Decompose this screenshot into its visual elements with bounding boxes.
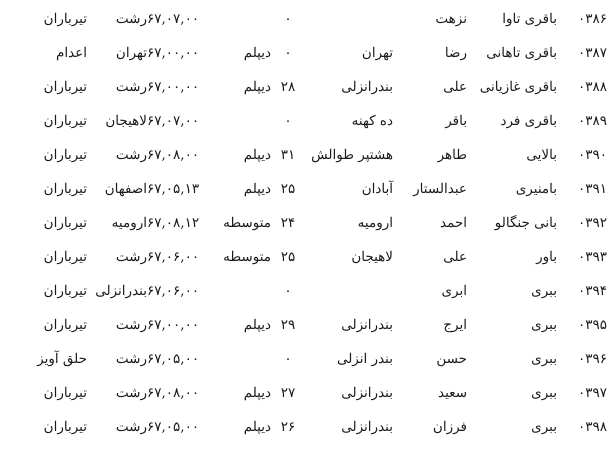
list-item bbox=[0, 279, 615, 303]
last-name: ببری bbox=[531, 283, 557, 299]
education bbox=[215, 109, 271, 133]
fate: تیرباران bbox=[43, 419, 87, 435]
date: ۶۷,۰۷,۰۰ bbox=[147, 113, 200, 129]
birthplace: لاهیجان bbox=[351, 249, 393, 265]
record-number: ۰۳۹۱ bbox=[577, 181, 607, 197]
city: رشت bbox=[115, 419, 147, 435]
city: رشت bbox=[115, 351, 147, 367]
list-item bbox=[0, 211, 615, 235]
city: ارومیه bbox=[111, 215, 147, 231]
record-number: ۰۳۹۸ bbox=[577, 419, 607, 435]
last-name: ببری bbox=[531, 317, 557, 333]
city: بندرانزلی bbox=[95, 283, 147, 299]
age: ۲۹ bbox=[280, 317, 296, 333]
birthplace bbox=[305, 279, 393, 303]
education: دیپلم bbox=[243, 147, 271, 163]
date: ۶۷,۰۵,۰۰ bbox=[147, 419, 200, 435]
city: تهران bbox=[115, 45, 147, 61]
first-name: احمد bbox=[440, 215, 467, 231]
first-name: سعید bbox=[438, 385, 467, 401]
list-item bbox=[0, 381, 615, 405]
fate: تیرباران bbox=[43, 249, 87, 265]
record-number: ۰۳۹۲ bbox=[577, 215, 607, 231]
birthplace: ده کهنه bbox=[351, 113, 393, 129]
list-item bbox=[0, 177, 615, 201]
age: ۲۴ bbox=[280, 215, 296, 231]
birthplace: بندرانزلی bbox=[341, 419, 393, 435]
record-number: ۰۳۸۹ bbox=[577, 113, 607, 129]
list-item bbox=[0, 245, 615, 269]
city: رشت bbox=[115, 249, 147, 265]
date: ۶۷,۰۰,۰۰ bbox=[147, 45, 200, 61]
list-item bbox=[0, 347, 615, 371]
education: متوسطه bbox=[223, 249, 271, 265]
first-name: علی bbox=[443, 79, 467, 95]
fate: تیرباران bbox=[43, 11, 87, 27]
fate: تیرباران bbox=[43, 385, 87, 401]
fate: تیرباران bbox=[43, 215, 87, 231]
date: ۶۷,۰۸,۰۰ bbox=[147, 147, 200, 163]
education: دیپلم bbox=[243, 385, 271, 401]
last-name: بالایی bbox=[526, 147, 557, 163]
age: ۲۵ bbox=[280, 249, 296, 265]
fate: تیرباران bbox=[43, 113, 87, 129]
record-number: ۰۳۹۵ bbox=[577, 317, 607, 333]
education bbox=[215, 347, 271, 371]
date: ۶۷,۰۰,۰۰ bbox=[147, 317, 200, 333]
list-item bbox=[0, 7, 615, 31]
last-name: ببری bbox=[531, 419, 557, 435]
first-name: طاهر bbox=[437, 147, 467, 163]
last-name: باور bbox=[536, 249, 557, 265]
first-name: فرزان bbox=[432, 419, 467, 435]
last-name: بانی جنگالو bbox=[494, 215, 557, 231]
first-name: باقر bbox=[445, 113, 467, 129]
age: ۲۶ bbox=[280, 419, 296, 435]
city: اصفهان bbox=[104, 181, 147, 197]
list-item bbox=[0, 109, 615, 133]
education bbox=[215, 7, 271, 31]
birthplace: هشتپر طوالش bbox=[311, 147, 393, 163]
record-number: ۰۳۸۶ bbox=[577, 11, 607, 27]
age: ۰ bbox=[284, 11, 292, 27]
first-name: ایرج bbox=[443, 317, 467, 333]
city: رشت bbox=[115, 317, 147, 333]
education: دیپلم bbox=[243, 317, 271, 333]
first-name: نزهت bbox=[435, 11, 467, 27]
first-name: رضا bbox=[444, 45, 467, 61]
birthplace: تهران bbox=[361, 45, 393, 61]
last-name: باقری غازیانی bbox=[479, 79, 557, 95]
birthplace bbox=[305, 7, 393, 31]
fate: تیرباران bbox=[43, 317, 87, 333]
birthplace: بندر انزلی bbox=[336, 351, 393, 367]
list-item bbox=[0, 143, 615, 167]
list-item bbox=[0, 75, 615, 99]
fate: تیرباران bbox=[43, 181, 87, 197]
age: ۳۱ bbox=[280, 147, 296, 163]
date: ۶۷,۰۶,۰۰ bbox=[147, 249, 200, 265]
last-name: باقری تاوا bbox=[502, 11, 557, 27]
date: ۶۷,۰۸,۰۰ bbox=[147, 385, 200, 401]
date: ۶۷,۰۵,۱۳ bbox=[147, 181, 200, 197]
date: ۶۷,۰۵,۰۰ bbox=[147, 351, 200, 367]
fate: حلق آویز bbox=[37, 351, 87, 367]
record-number: ۰۳۸۸ bbox=[577, 79, 607, 95]
education: دیپلم bbox=[243, 45, 271, 61]
first-name: عبدالستار bbox=[413, 181, 467, 197]
list-item bbox=[0, 313, 615, 337]
last-name: ببری bbox=[531, 351, 557, 367]
first-name: علی bbox=[443, 249, 467, 265]
record-number: ۰۳۹۶ bbox=[577, 351, 607, 367]
city: رشت bbox=[115, 385, 147, 401]
education: دیپلم bbox=[243, 79, 271, 95]
birthplace: ارومیه bbox=[357, 215, 393, 231]
fate: تیرباران bbox=[43, 147, 87, 163]
education: دیپلم bbox=[243, 181, 271, 197]
date: ۶۷,۰۷,۰۰ bbox=[147, 11, 200, 27]
list-item bbox=[0, 415, 615, 439]
last-name: باقری فرد bbox=[500, 113, 557, 129]
date: ۶۷,۰۶,۰۰ bbox=[147, 283, 200, 299]
last-name: ببری bbox=[531, 385, 557, 401]
fate: تیرباران bbox=[43, 79, 87, 95]
first-name: حسن bbox=[436, 351, 467, 367]
age: ۰ bbox=[284, 283, 292, 299]
date: ۶۷,۰۸,۱۲ bbox=[147, 215, 200, 231]
record-number: ۰۳۹۳ bbox=[577, 249, 607, 265]
record-number: ۰۳۹۴ bbox=[577, 283, 607, 299]
age: ۲۸ bbox=[280, 79, 296, 95]
birthplace: آبادان bbox=[361, 181, 393, 197]
birthplace: بندرانزلی bbox=[341, 79, 393, 95]
record-number: ۰۳۸۷ bbox=[577, 45, 607, 61]
list-item bbox=[0, 41, 615, 65]
education: متوسطه bbox=[223, 215, 271, 231]
education bbox=[215, 279, 271, 303]
birthplace: بندرانزلی bbox=[341, 385, 393, 401]
date: ۶۷,۰۰,۰۰ bbox=[147, 79, 200, 95]
age: ۰ bbox=[284, 113, 292, 129]
city: رشت bbox=[115, 147, 147, 163]
fate: تیرباران bbox=[43, 283, 87, 299]
birthplace: بندرانزلی bbox=[341, 317, 393, 333]
age: ۲۵ bbox=[280, 181, 296, 197]
city: لاهیجان bbox=[105, 113, 147, 129]
fate: اعدام bbox=[55, 45, 87, 61]
record-number: ۰۳۹۷ bbox=[577, 385, 607, 401]
education: دیپلم bbox=[243, 419, 271, 435]
record-number: ۰۳۹۰ bbox=[577, 147, 607, 163]
age: ۲۷ bbox=[280, 385, 296, 401]
last-name: باقری تاهانی bbox=[486, 45, 557, 61]
first-name: ابری bbox=[441, 283, 467, 299]
age: ۰ bbox=[284, 45, 292, 61]
last-name: بامنیری bbox=[515, 181, 557, 197]
city: رشت bbox=[115, 79, 147, 95]
age: ۰ bbox=[284, 351, 292, 367]
city: رشت bbox=[115, 11, 147, 27]
